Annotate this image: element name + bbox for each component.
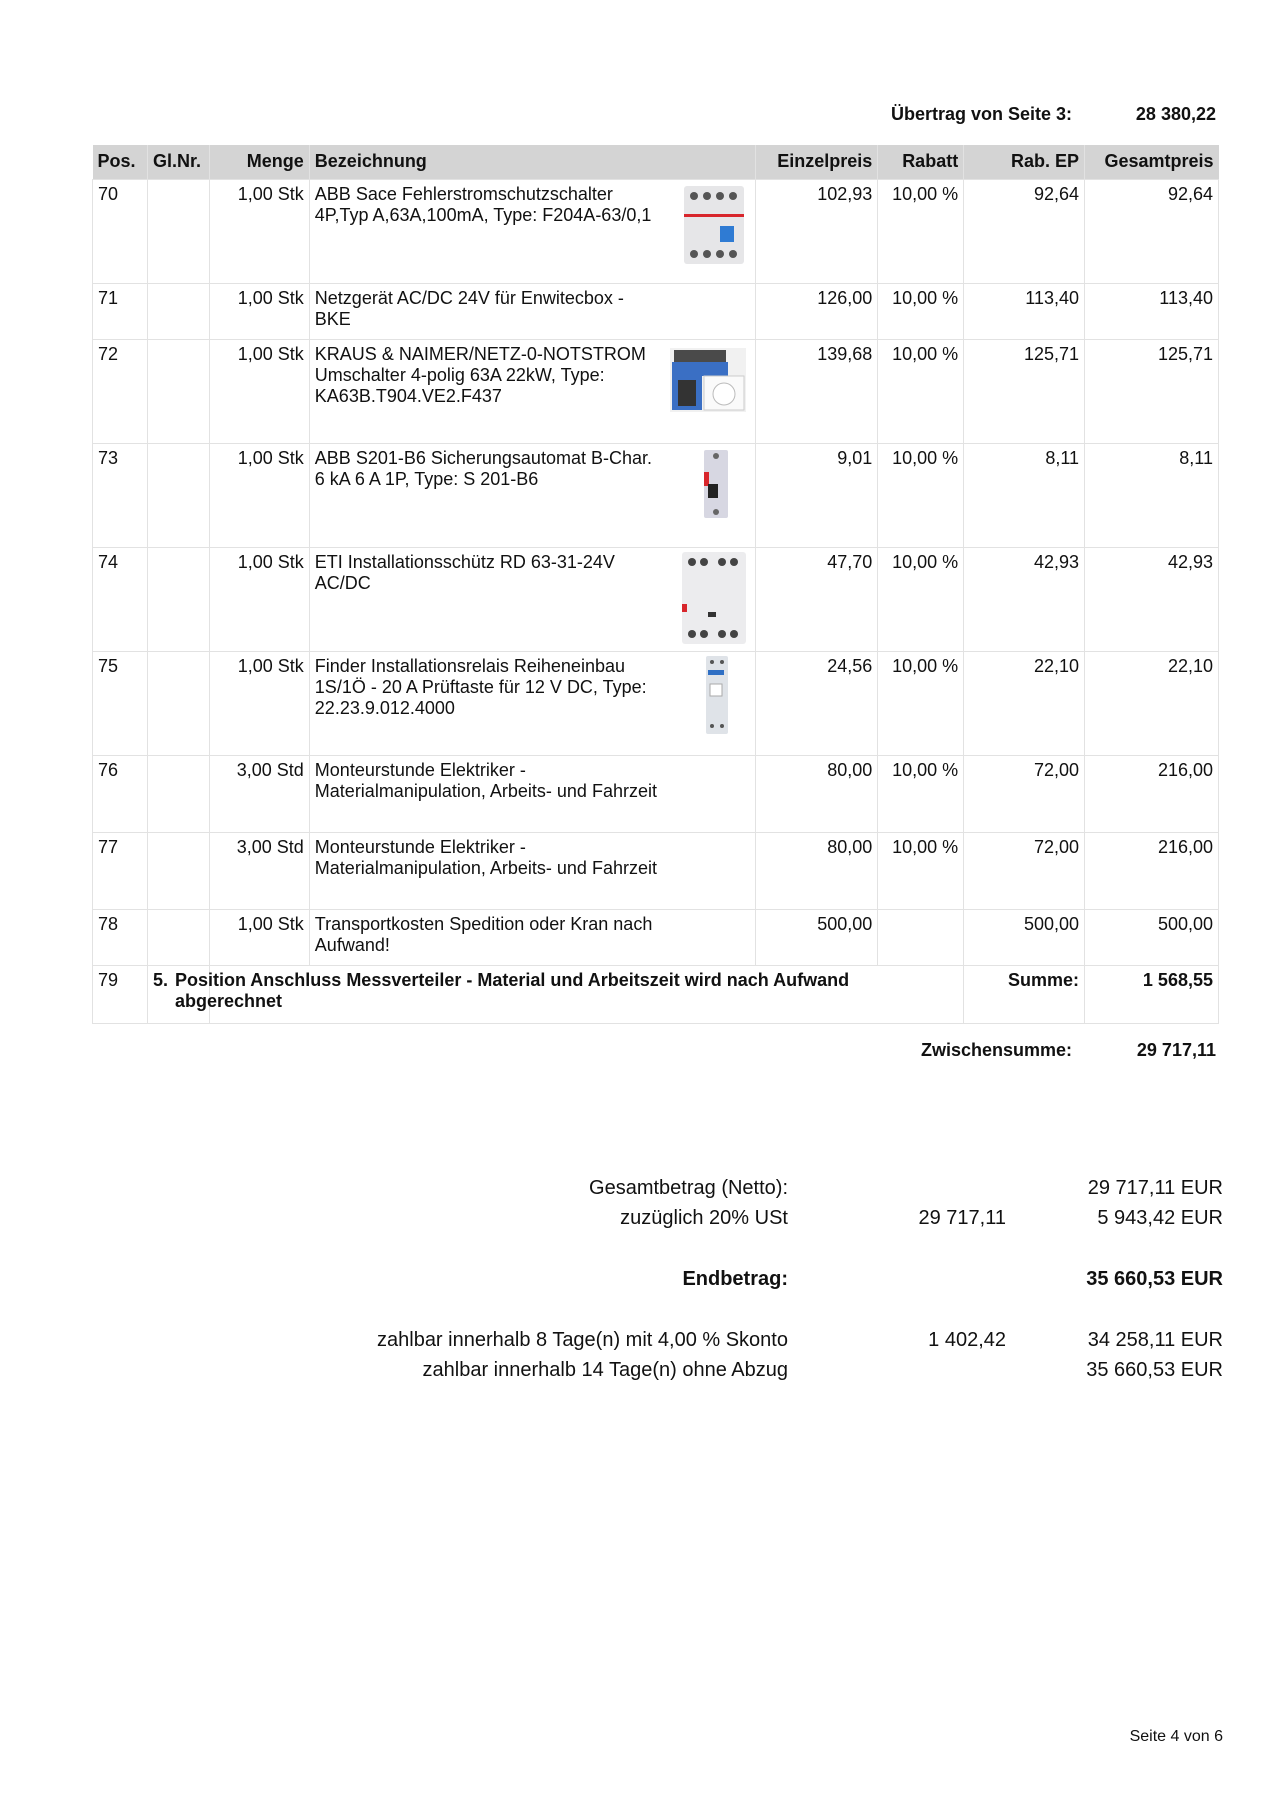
cell-glnr xyxy=(147,909,209,965)
netto-value: 29 717,11 EUR xyxy=(1087,1177,1223,1199)
cell-glnr xyxy=(147,179,209,283)
circuit-breaker-image xyxy=(680,446,748,522)
col-glnr: Gl.Nr. xyxy=(147,145,209,179)
cell-gesamtpreis: 8,11 xyxy=(1085,443,1219,547)
table-row xyxy=(93,832,1219,909)
skonto-discount: 1 402,42 xyxy=(928,1329,1006,1351)
cell-bezeichnung xyxy=(309,909,756,965)
cell-bezeichnung xyxy=(309,651,756,755)
cell-gesamtpreis: 216,00 xyxy=(1085,832,1219,909)
cell-einzelpreis: 500,00 xyxy=(756,909,878,965)
cell-rabep: 500,00 xyxy=(964,909,1085,965)
cell-pos: 72 xyxy=(93,339,148,443)
cell-glnr xyxy=(147,547,209,651)
cell-rabatt: 10,00 % xyxy=(878,651,964,755)
cell-rabep: 125,71 xyxy=(964,339,1085,443)
col-gesamtpreis: Gesamtpreis xyxy=(1085,145,1219,179)
cell-pos: 78 xyxy=(93,909,148,965)
cell-bezeichnung xyxy=(309,547,756,651)
section-sum-value: 1 568,55 xyxy=(1085,965,1219,1023)
cell-pos: 79 xyxy=(93,965,148,1023)
vat-base: 29 717,11 xyxy=(918,1207,1006,1229)
cell-rabep: 8,11 xyxy=(964,443,1085,547)
end-value: 35 660,53 EUR xyxy=(1086,1268,1223,1290)
col-pos: Pos. xyxy=(93,145,148,179)
cell-bezeichnung xyxy=(309,443,756,547)
skonto-label: zahlbar innerhalb 8 Tage(n) mit 4,00 % Skonto xyxy=(377,1329,788,1351)
cell-gesamtpreis: 500,00 xyxy=(1085,909,1219,965)
cell-einzelpreis: 9,01 xyxy=(756,443,878,547)
cell-rabatt: 10,00 % xyxy=(878,755,964,832)
carry-over-value: 28 380,22 xyxy=(1135,104,1216,124)
cell-pos: 71 xyxy=(93,283,148,339)
item-description: Monteurstunde Elektriker - Materialmanipulation, Arbeits- und Fahrzeit xyxy=(314,836,657,878)
cell-gesamtpreis: 42,93 xyxy=(1085,547,1219,651)
cell-bezeichnung xyxy=(309,832,756,909)
carry-over-label: Übertrag von Seite 3: xyxy=(890,104,1072,124)
cell-rabep: 72,00 xyxy=(964,755,1085,832)
cell-pos: 75 xyxy=(93,651,148,755)
cell-menge: 1,00 Stk xyxy=(209,339,309,443)
cell-rabep: 72,00 xyxy=(964,832,1085,909)
cell-menge: 1,00 Stk xyxy=(209,443,309,547)
net-terms-value: 35 660,53 EUR xyxy=(1086,1359,1223,1381)
subtotal-value: 29 717,11 xyxy=(1136,1040,1216,1060)
skonto-value: 34 258,11 EUR xyxy=(1087,1329,1223,1351)
section-title xyxy=(174,965,963,1023)
cell-einzelpreis: 126,00 xyxy=(756,283,878,339)
cell-menge: 1,00 Stk xyxy=(209,651,309,755)
cell-rabep: 92,64 xyxy=(964,179,1085,283)
changeover-switch-image xyxy=(668,344,748,416)
col-rabep: Rab. EP xyxy=(964,145,1085,179)
table-row xyxy=(93,909,1219,965)
cell-glnr xyxy=(147,832,209,909)
cell-einzelpreis: 80,00 xyxy=(756,832,878,909)
cell-pos: 76 xyxy=(93,755,148,832)
cell-pos: 70 xyxy=(93,179,148,283)
cell-rabatt: 10,00 % xyxy=(878,283,964,339)
items-table xyxy=(92,145,1219,1024)
rcd-breaker-image xyxy=(680,184,748,266)
item-description: Transportkosten Spedition oder Kran nach Aufwand! xyxy=(314,913,653,955)
table-row xyxy=(93,547,1219,651)
cell-pos: 77 xyxy=(93,832,148,909)
cell-rabep: 22,10 xyxy=(964,651,1085,755)
item-description: KRAUS & NAIMER/NETZ-0-NOTSTROM Umschalter 4-polig 63A 22kW, Type: KA63B.T904.VE2.F437 xyxy=(314,343,646,406)
cell-glnr xyxy=(147,651,209,755)
cell-menge: 1,00 Stk xyxy=(209,909,309,965)
item-description: ETI Installationsschütz RD 63-31-24V AC/DC xyxy=(314,551,615,593)
item-description: ABB S201-B6 Sicherungsautomat B-Char. 6 kA 6 A 1P, Type: S 201-B6 xyxy=(314,447,652,489)
table-row xyxy=(93,651,1219,755)
cell-menge: 3,00 Std xyxy=(209,832,309,909)
table-row xyxy=(93,755,1219,832)
table-row xyxy=(93,179,1219,283)
cell-gesamtpreis: 92,64 xyxy=(1085,179,1219,283)
cell-rabep: 42,93 xyxy=(964,547,1085,651)
cell-rabatt: 10,00 % xyxy=(878,832,964,909)
item-description: ABB Sace Fehlerstromschutzschalter 4P,Typ A,63A,100mA, Type: F204A-63/0,1 xyxy=(314,183,652,225)
page-number: Seite 4 von 6 xyxy=(1129,1728,1223,1745)
item-description: Finder Installationsrelais Reiheneinbau 1S/1Ö - 20 A Prüftaste für 12 V DC, Type: 22.23.9.012.4000 xyxy=(314,655,647,718)
item-description: Netzgerät AC/DC 24V für Enwitecbox - BKE xyxy=(314,287,624,329)
cell-glnr xyxy=(147,283,209,339)
contactor-image xyxy=(678,550,748,646)
cell-rabatt xyxy=(878,909,964,965)
cell-glnr: 5. xyxy=(147,965,209,1023)
net-terms-label: zahlbar innerhalb 14 Tage(n) ohne Abzug xyxy=(422,1359,788,1381)
relay-image xyxy=(680,654,748,736)
cell-pos: 73 xyxy=(93,443,148,547)
table-header xyxy=(93,145,1219,179)
cell-einzelpreis: 24,56 xyxy=(756,651,878,755)
cell-gesamtpreis: 125,71 xyxy=(1085,339,1219,443)
item-description: Monteurstunde Elektriker - Materialmanipulation, Arbeits- und Fahrzeit xyxy=(314,759,657,801)
cell-rabatt: 10,00 % xyxy=(878,179,964,283)
col-menge: Menge xyxy=(209,145,309,179)
netto-label: Gesamtbetrag (Netto): xyxy=(589,1177,788,1199)
section-sum-label: Summe: xyxy=(964,965,1085,1023)
cell-rabatt: 10,00 % xyxy=(878,547,964,651)
cell-rabatt: 10,00 % xyxy=(878,443,964,547)
cell-bezeichnung xyxy=(309,339,756,443)
cell-einzelpreis: 102,93 xyxy=(756,179,878,283)
subtotal-label: Zwischensumme: xyxy=(920,1040,1072,1060)
cell-glnr xyxy=(147,755,209,832)
cell-einzelpreis: 139,68 xyxy=(756,339,878,443)
table-row xyxy=(93,443,1219,547)
col-rabatt: Rabatt xyxy=(878,145,964,179)
cell-einzelpreis: 47,70 xyxy=(756,547,878,651)
cell-glnr xyxy=(147,443,209,547)
table-row xyxy=(93,283,1219,339)
cell-menge: 3,00 Std xyxy=(209,755,309,832)
cell-bezeichnung xyxy=(309,283,756,339)
cell-rabatt: 10,00 % xyxy=(878,339,964,443)
cell-bezeichnung xyxy=(309,179,756,283)
col-einzelpreis: Einzelpreis xyxy=(756,145,878,179)
vat-value: 5 943,42 EUR xyxy=(1097,1207,1223,1229)
end-label: Endbetrag: xyxy=(682,1268,788,1290)
vat-label: zuzüglich 20% USt xyxy=(620,1207,788,1229)
table-row xyxy=(93,339,1219,443)
cell-menge: 1,00 Stk xyxy=(209,547,309,651)
col-bezeichnung: Bezeichnung xyxy=(309,145,756,179)
section-title-text: Position Anschluss Messverteiler - Material und Arbeitszeit wird nach Aufwand abgerechnet xyxy=(174,969,850,1011)
cell-einzelpreis: 80,00 xyxy=(756,755,878,832)
cell-gesamtpreis: 113,40 xyxy=(1085,283,1219,339)
cell-gesamtpreis: 22,10 xyxy=(1085,651,1219,755)
cell-glnr xyxy=(147,339,209,443)
cell-menge: 1,00 Stk xyxy=(209,179,309,283)
cell-rabep: 113,40 xyxy=(964,283,1085,339)
cell-menge: 1,00 Stk xyxy=(209,283,309,339)
cell-pos: 74 xyxy=(93,547,148,651)
section-sum-row xyxy=(93,965,1219,1023)
cell-gesamtpreis: 216,00 xyxy=(1085,755,1219,832)
cell-bezeichnung xyxy=(309,755,756,832)
